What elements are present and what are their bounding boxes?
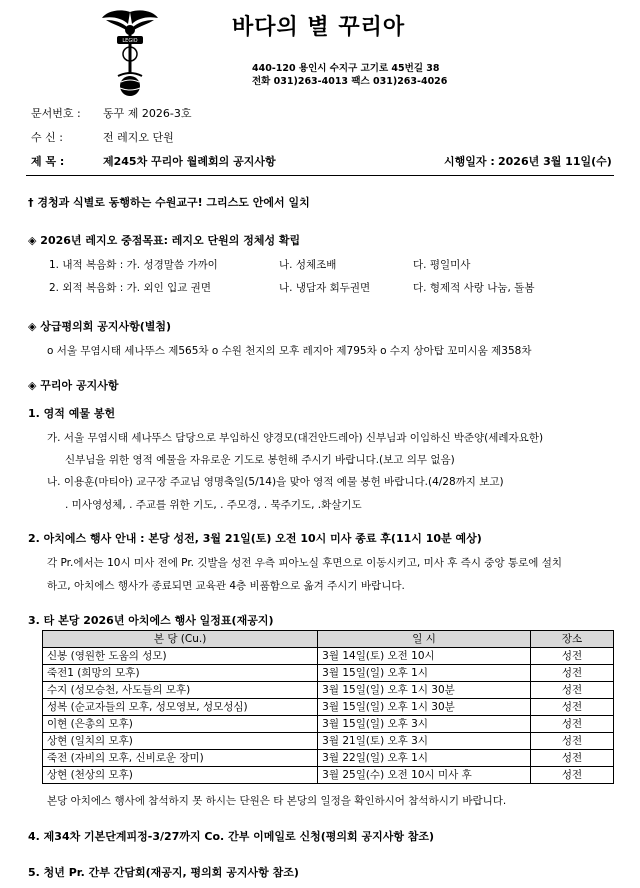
- column-header-datetime: 일 시: [318, 631, 531, 648]
- recipient: 전 레지오 단원: [103, 131, 174, 144]
- place-cell: 성전: [531, 648, 614, 665]
- goal-1-a: 1. 내적 복음화 : 가. 성경말씀 가까이: [49, 259, 218, 271]
- table-row: [43, 716, 614, 733]
- datetime-cell: 3월 15일(일) 오후 1시 30분: [318, 682, 531, 699]
- datetime-cell: 3월 15일(일) 오후 1시 30분: [318, 699, 531, 716]
- section-1-ga-line2: 신부님을 위한 영적 예물을 자유로운 기도로 봉헌해 주시기 바랍니다.(보고 의무 없음): [65, 454, 455, 466]
- parish-cell: 상현 (천상의 모후): [43, 767, 318, 784]
- datetime-cell: 3월 15일(일) 오후 1시: [318, 665, 531, 682]
- organization-name: 바다의 별 꾸리아: [232, 15, 406, 40]
- table-row: [43, 733, 614, 750]
- legion-emblem-logo: [100, 8, 160, 98]
- section-2-line1: 각 Pr.에서는 10시 미사 전에 Pr. 깃발을 성전 우측 피아노실 후면으로 이동시키고, 미사 후 즉시 중앙 통로에 설치: [47, 557, 562, 569]
- goal-1-b: 나. 성체조배: [279, 259, 337, 271]
- table-header-row: [43, 631, 614, 648]
- section-5-title: 5. 청년 Pr. 간부 간담회(재공지, 평의회 공지사항 참조): [28, 866, 299, 879]
- goals-heading: ◈ 2026년 레지오 중점목표: 레지오 단원의 정체성 확립: [28, 234, 301, 247]
- section-1-na-line2: . 미사영성체, . 주교를 위한 기도, . 주모경, . 묵주기도, .화살기도: [65, 499, 362, 511]
- parish-cell: 수지 (성모승천, 사도들의 모후): [43, 682, 318, 699]
- table-row: [43, 699, 614, 716]
- table-row: [43, 750, 614, 767]
- place-cell: 성전: [531, 682, 614, 699]
- archies-schedule-table: [42, 630, 614, 784]
- diocese-motto: † 경청과 식별로 동행하는 수원교구! 그리스도 안에서 일치: [28, 196, 310, 209]
- parish-cell: 성복 (순교자들의 모후, 성모영보, 성모성심): [43, 699, 318, 716]
- table-row: [43, 682, 614, 699]
- parish-cell: 죽전 (자비의 모후, 신비로운 장미): [43, 750, 318, 767]
- date-label: 시행일자 :: [444, 155, 495, 168]
- column-header-place: 장소: [531, 631, 614, 648]
- parish-cell: 죽전1 (희망의 모후): [43, 665, 318, 682]
- doc-number-label: 문서번호 :: [31, 107, 81, 120]
- parish-cell: 상현 (일치의 모후): [43, 733, 318, 750]
- table-row: [43, 648, 614, 665]
- goal-1-c: 다. 평일미사: [413, 259, 471, 271]
- section-2-title: 2. 아치에스 행사 안내 : 본당 성전, 3월 21일(토) 오전 10시 미사 종료 후(11시 10분 예상): [28, 532, 482, 545]
- doc-number: 동꾸 제 2026-3호: [103, 107, 192, 120]
- section-1-title: 1. 영적 예물 봉헌: [28, 407, 116, 420]
- place-cell: 성전: [531, 699, 614, 716]
- place-cell: 성전: [531, 767, 614, 784]
- council-items: o 서울 무염시태 세나뚜스 제565차 o 수원 천지의 모후 레지아 제795차 o 수지 상아탑 꼬미시움 제358차: [47, 345, 532, 357]
- table-row: [43, 767, 614, 784]
- datetime-cell: 3월 14일(토) 오전 10시: [318, 648, 531, 665]
- goal-2-c: 다. 형제적 사랑 나눔, 돌봄: [413, 282, 535, 294]
- datetime-cell: 3월 25일(수) 오전 10시 미사 후: [318, 767, 531, 784]
- datetime-cell: 3월 15일(일) 오후 3시: [318, 716, 531, 733]
- datetime-cell: 3월 22일(일) 오후 1시: [318, 750, 531, 767]
- datetime-cell: 3월 21일(토) 오후 3시: [318, 733, 531, 750]
- place-cell: 성전: [531, 750, 614, 767]
- section-3-note: 본당 아치에스 행사에 참석하지 못 하시는 단원은 타 본당의 일정을 확인하시어 참석하시기 바랍니다.: [47, 795, 507, 807]
- place-cell: 성전: [531, 733, 614, 750]
- section-4-title: 4. 제34차 기본단계피정-3/27까지 Co. 간부 이메일로 신청(평의회 공지사항 참조): [28, 830, 435, 843]
- parish-cell: 이현 (은총의 모후): [43, 716, 318, 733]
- curia-heading: ◈ 꾸리아 공지사항: [28, 379, 119, 392]
- goal-2-a: 2. 외적 복음화 : 가. 외인 입교 권면: [49, 282, 211, 294]
- section-1-na-line1: 나. 이용훈(마티아) 교구장 주교님 영명축일(5/14)을 맞아 영적 예물 봉헌 바랍니다.(4/28까지 보고): [47, 476, 504, 488]
- recipient-label: 수 신 :: [31, 131, 63, 144]
- header-divider: [26, 175, 614, 176]
- subject-label: 제 목 :: [31, 155, 65, 168]
- place-cell: 성전: [531, 665, 614, 682]
- organization-address: 440-120 용인시 수지구 고기로 45번길 38: [252, 63, 440, 74]
- subject: 제245차 꾸리아 월례회의 공지사항: [103, 155, 276, 168]
- section-1-ga-line1: 가. 서울 무염시태 세나뚜스 담당으로 부임하신 양경모(대건안드레아) 신부님과 이임하신 박준양(세례자요한): [47, 432, 544, 444]
- place-cell: 성전: [531, 716, 614, 733]
- organization-contact: 전화 031)263-4013 팩스 031)263-4026: [252, 76, 448, 87]
- parish-cell: 신봉 (영원한 도움의 성모): [43, 648, 318, 665]
- goal-2-b: 나. 냉담자 회두권면: [279, 282, 371, 294]
- table-row: [43, 665, 614, 682]
- section-3-title: 3. 타 본당 2026년 아치에스 행사 일정표(재공지): [28, 614, 274, 627]
- date: 2026년 3월 11일(수): [498, 155, 612, 168]
- section-2-line2: 하고, 아치에스 행사가 종료되면 교육관 4층 비품함으로 옮겨 주시기 바랍니다.: [47, 580, 405, 592]
- column-header-parish: 본 당 (Cu.): [43, 631, 318, 648]
- council-heading: ◈ 상급평의회 공지사항(별첨): [28, 320, 172, 333]
- svg-text:LEGIO: LEGIO: [122, 38, 138, 44]
